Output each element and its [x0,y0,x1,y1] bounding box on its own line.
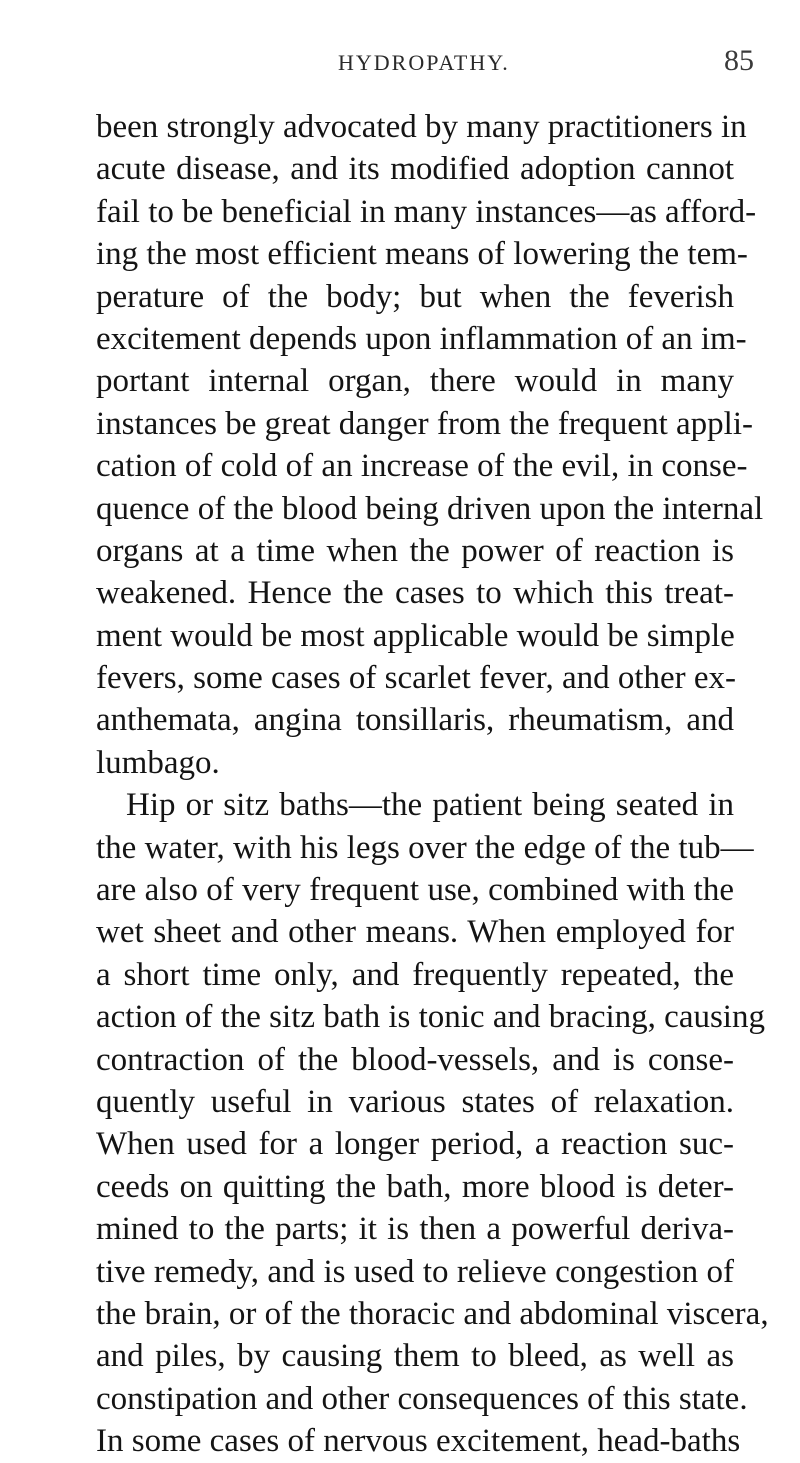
text-line: instances be great danger from the frequent appli- [96,405,753,442]
text-line: are also of very frequent use, combined with the [96,872,734,909]
text-line: action of the sitz bath is tonic and bracing, causing [96,999,765,1036]
body-text [96,106,769,1463]
text-line: a short time only, and frequently repeated, the [96,956,734,993]
text-line: When used for a longer period, a reaction suc- [96,1126,734,1163]
text-line: wet sheet and other means. When employed for [96,914,734,951]
text-line: weakened. Hence the cases to which this treat- [96,575,734,612]
text-line: and piles, by causing them to bleed, as well as [96,1338,734,1375]
text-line: ment would be most applicable would be simple [96,617,735,654]
text-line: cation of cold of an increase of the evil, in conse- [96,448,748,485]
text-line: fail to be beneficial in many instances—as afford- [96,193,757,230]
text-line: In some cases of nervous excitement, head-baths [96,1423,741,1460]
paragraph-start-line: Hip or sitz baths—the patient being seated in [126,787,734,824]
text-line: the water, with his legs over the edge of the tub— [96,829,754,866]
text-line: the brain, or of the thoracic and abdominal viscera, [96,1295,769,1332]
text-line: excitement depends upon inflammation of an im- [96,320,747,357]
running-title: HYDROPATHY. [338,50,510,75]
text-line: tive remedy, and is used to relieve congestion of [96,1253,734,1290]
text-line: ing the most efficient means of lowering the tem- [96,236,748,273]
text-line: organs at a time when the power of reaction is [96,532,734,569]
paragraph-end-line: lumbago. [96,744,220,781]
text-line: contraction of the blood-vessels, and is conse- [96,1041,734,1078]
text-line: quence of the blood being driven upon the internal [96,490,764,527]
text-line: portant internal organ, there would in many [96,363,734,400]
running-head [0,44,800,84]
text-line: fevers, some cases of scarlet fever, and other ex- [96,660,737,697]
page-number: 85 [724,44,754,77]
text-line: acute disease, and its modified adoption cannot [96,151,734,188]
text-line: ceeds on quitting the bath, more blood is deter- [96,1168,734,1205]
text-line: constipation and other consequences of this state. [96,1380,748,1417]
text-line: anthemata, angina tonsillaris, rheumatism, and [96,702,734,739]
text-line: quently useful in various states of relaxation. [96,1083,734,1120]
text-line: perature of the body; but when the feverish [96,278,734,315]
text-line: been strongly advocated by many practitioners in [96,109,747,145]
text-line: mined to the parts; it is then a powerful deriva- [96,1211,734,1248]
